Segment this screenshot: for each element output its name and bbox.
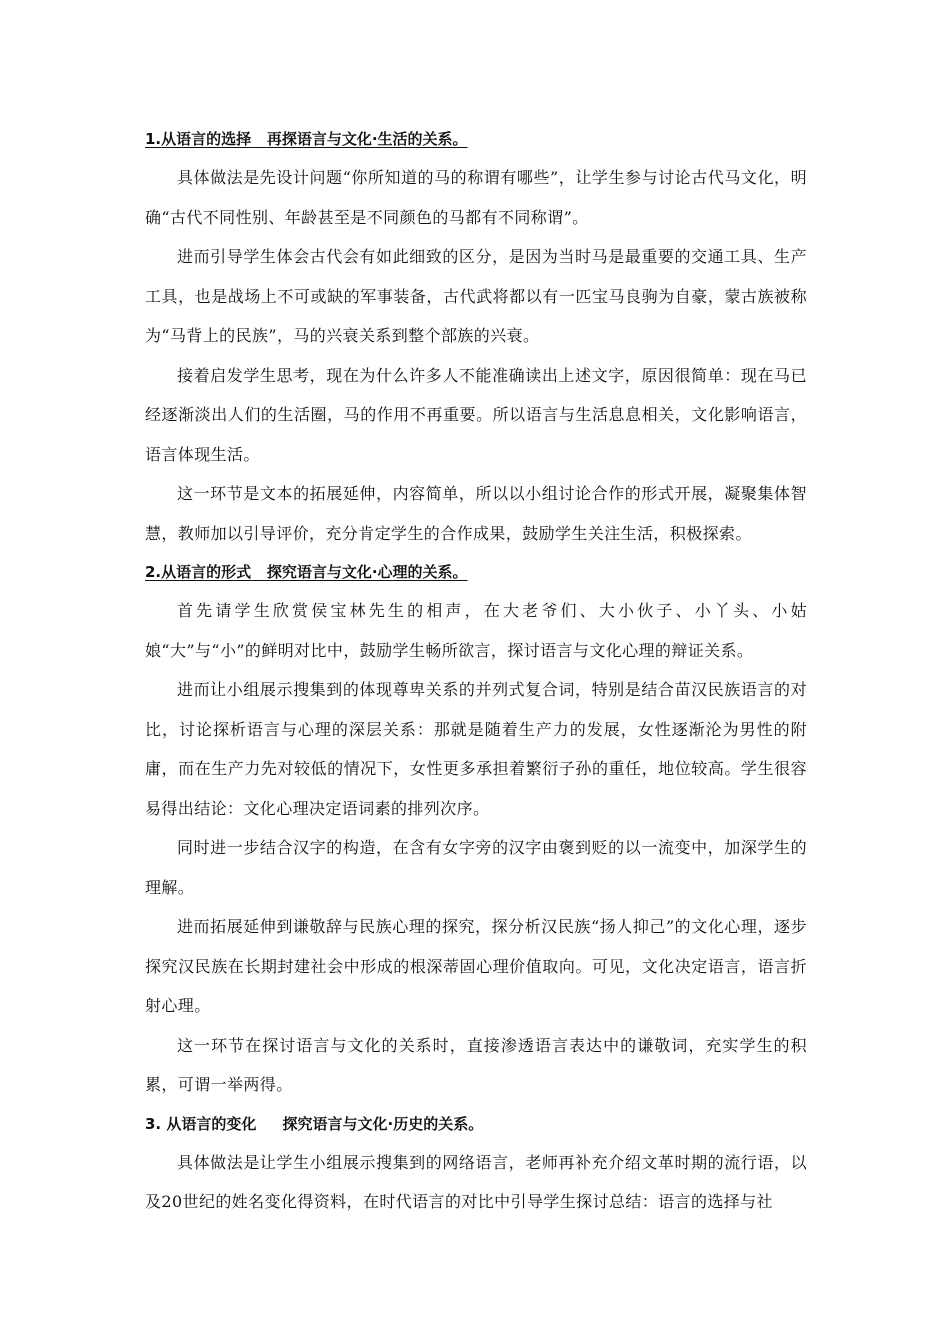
document-body [145, 120, 807, 1222]
section-2-paragraph-5: 这一环节在探讨语言与文化的关系时，直接渗透语言表达中的谦敬词，充实学生的积累，可谓一举两得。 [145, 1035, 807, 1094]
section-2-paragraph-1: 首先请学生欣赏侯宝林先生的相声，在大老爷们、大小伙子、小丫头、小姑娘“大”与“小”的鲜明对比中，鼓励学生畅所欲言，探讨语言与文化心理的辩证关系。 [145, 601, 807, 660]
section-1-heading-part1: 从语言的选择 [161, 130, 252, 148]
section-1-paragraph-1: 具体做法是先设计问题“你所知道的马的称谓有哪些”，让学生参与讨论古代马文化，明确“古代不同性别、年龄甚至是不同颜色的马都有不同称谓”。 [145, 168, 807, 227]
section-3-heading [145, 1105, 807, 1143]
section-2-paragraph-4: 进而拓展延伸到谦敬辞与民族心理的探究，探分析汉民族“扬人抑己”的文化心理，逐步探究汉民族在长期封建社会中形成的根深蒂固心理价值取向。可见，文化决定语言，语言折射心理。 [145, 917, 807, 1015]
section-3-heading-part2: 探究语言与文化·历史的关系。 [282, 1114, 484, 1133]
section-1-paragraph-2: 进而引导学生体会古代会有如此细致的区分，是因为当时马是最重要的交通工具、生产工具，也是战场上不可或缺的军事装备，古代武将都以有一匹宝马良驹为自豪，蒙古族被称为“马背上的民族”，马的兴衰关系到整个部族的兴衰。 [145, 247, 807, 345]
section-2-number: 2. [145, 563, 162, 581]
section-2-paragraph-3: 同时进一步结合汉字的构造，在含有女字旁的汉字由褒到贬的以一流变中，加深学生的理解。 [145, 838, 807, 897]
section-2-heading-part1: 从语言的形式 [161, 563, 252, 581]
section-2-heading-part2: 探究语言与文化·心理的关系。 [266, 563, 468, 581]
section-3-heading-part1: 从语言的变化 [166, 1114, 257, 1133]
section-1-paragraph-3: 接着启发学生思考，现在为什么许多人不能准确读出上述文字，原因很简单：现在马已经逐渐淡出人们的生活圈，马的作用不再重要。所以语言与生活息息相关，文化影响语言，语言体现生活。 [145, 365, 807, 464]
section-1-heading [145, 120, 807, 158]
section-3-number: 3. [145, 1114, 162, 1133]
section-2-paragraph-2: 进而让小组展示搜集到的体现尊卑关系的并列式复合词，特别是结合苗汉民族语言的对比，讨论探析语言与心理的深层关系：那就是随着生产力的发展，女性逐渐沦为男性的附庸，而在生产力先对较低的情况下，女性更多承担着繁衍子孙的重任，地位较高。学生很容易得出结论：文化心理决定语词素的排列次序。 [145, 680, 807, 818]
section-1-heading-part2: 再探语言与文化·生活的关系。 [266, 130, 468, 148]
section-1-number: 1. [145, 130, 162, 148]
section-1-paragraph-4: 这一环节是文本的拓展延伸，内容简单，所以以小组讨论合作的形式开展，凝聚集体智慧，教师加以引导评价，充分肯定学生的合作成果，鼓励学生关注生活，积极探索。 [145, 484, 807, 543]
section-2-heading [145, 553, 807, 591]
section-3-paragraph-1: 具体做法是让学生小组展示搜集到的网络语言，老师再补充介绍文革时期的流行语，以及20世纪的姓名变化得资料，在时代语言的对比中引导学生探讨总结：语言的选择与社 [145, 1152, 807, 1211]
